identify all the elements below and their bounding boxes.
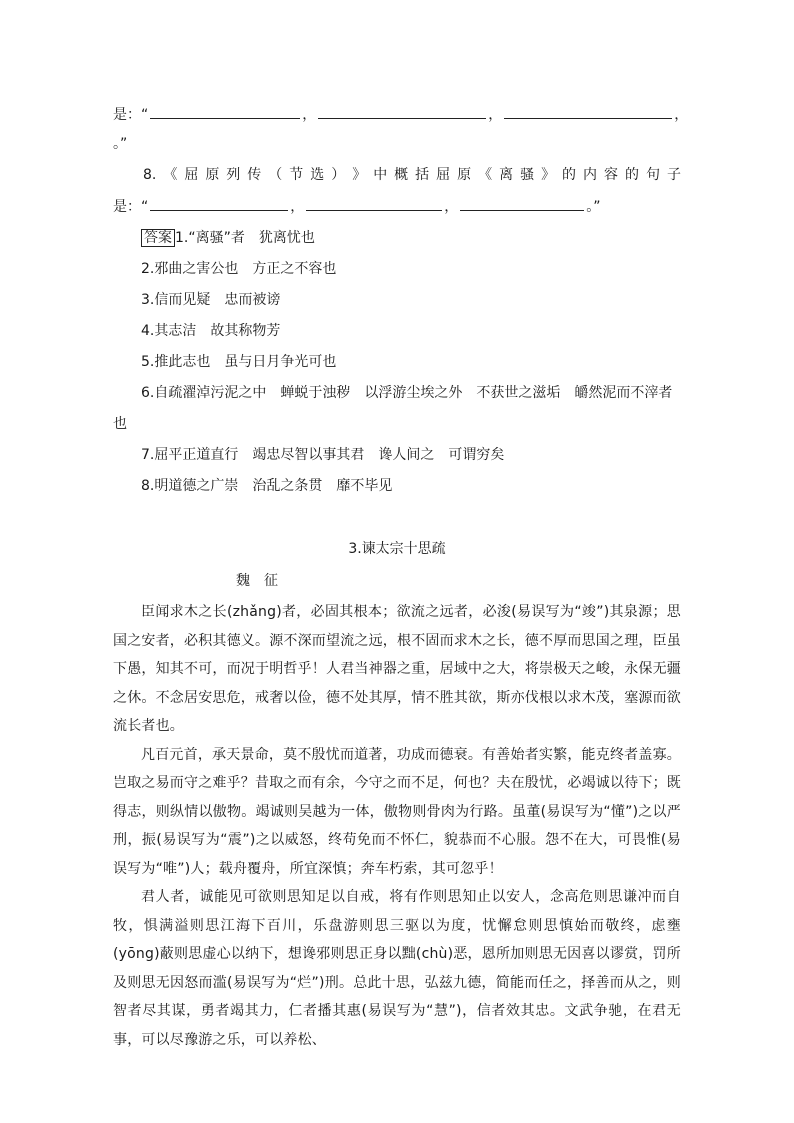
- q8-char: 屈: [436, 167, 451, 183]
- section-author: 魏 征: [236, 573, 278, 589]
- q8-char: 》: [352, 167, 367, 183]
- q8-char: 节: [289, 167, 304, 183]
- q8-char: 选: [310, 167, 325, 183]
- q8-char: 内: [583, 167, 598, 183]
- section-title: 3.谏太宗十思疏: [348, 541, 446, 557]
- q8-char: 屈: [184, 167, 199, 183]
- q8-char: 的: [562, 167, 577, 183]
- q8-char: 容: [604, 167, 619, 183]
- q7-end: 。”: [113, 136, 128, 152]
- q8-char: 括: [415, 167, 430, 183]
- q8-line2: [113, 196, 601, 217]
- q8-char: 子: [666, 167, 681, 183]
- essay-body: [113, 598, 681, 1054]
- q8-char: 》: [541, 167, 556, 183]
- paragraph: 臣闻求木之长(zhǎng)者，必固其根本；欲流之远者，必浚(易误写为“竣”)其泉源；思国之安者，必积其德义。源不深而望流之远，根不固而求木之长，德不厚而思国之理，臣虽下愚，知其不可，而况于明哲乎！人君当神器之重，居域中之大，将崇极天之峻，永保无疆之休。不念居安思危，戒奢以俭，德不处其厚，情不胜其欲，斯亦伐根以求木茂，塞源而欲流长者也。: [113, 604, 681, 734]
- q7-prefix: 是：“: [113, 107, 149, 123]
- q8-end: 。”: [586, 199, 601, 215]
- q8-blank-1[interactable]: [150, 196, 288, 211]
- q8-char: 中: [373, 167, 388, 183]
- q8-blank-3[interactable]: [460, 196, 584, 211]
- q8-char: 骚: [520, 167, 535, 183]
- answer-line-1: [141, 228, 315, 248]
- answer-item: 6.自疏濯淖污泥之中 蝉蜕于浊秽 以浮游尘埃之外 不获世之滋垢 皭然泥而不滓者: [141, 385, 673, 401]
- answer-item: 也: [113, 416, 127, 432]
- q8-char: 原: [205, 167, 220, 183]
- q7-line1: [113, 104, 688, 125]
- q7-comma-1: ，: [302, 107, 317, 123]
- paragraph: 凡百元首，承天景命，莫不殷忧而道著，功成而德衰。有善始者实繁，能克终者盖寡。岂取之易而守之难乎？昔取之而有余，今守之而不足，何也？夫在殷忧，必竭诚以待下；既得志，则纵情以傲物。竭诚则吴越为一体，傲物则骨肉为行路。虽董(易误写为“懂”)之以严刑，振(易误写为“震”)之以威怒，终苟免而不怀仁，貌恭而不心服。怨不在大，可畏惟(易误写为“唯”)人；载舟覆舟，所宜深慎；奔车朽索，其可忽乎！: [113, 746, 681, 877]
- q8-char: （: [268, 167, 283, 183]
- q7-blank-1[interactable]: [150, 104, 300, 119]
- answer-item: 1.“离骚”者 犹离忧也: [175, 230, 315, 246]
- q7-blank-3[interactable]: [504, 104, 672, 119]
- q7-comma-2: ，: [488, 107, 503, 123]
- q8-blank-2[interactable]: [306, 196, 442, 211]
- q8-prefix: 是：“: [113, 199, 149, 215]
- q8-char: 原: [457, 167, 472, 183]
- paragraph: 君人者，诚能见可欲则思知足以自戒，将有作则思知止以安人，念高危则思谦冲而自牧，惧满溢则思江海下百川，乐盘游则思三驱以为度，忧懈怠则思慎始而敬终，虑壅(yōng)蔽则思虚心以纳下，想谗邪则思正身以黜(chù)恶，恩所加则思无因喜以谬赏，罚所及则思无因怒而滥(易误写为“烂”)刑。总此十思，弘兹九德，简能而任之，择善而从之，则智者尽其谋，勇者竭其力，仁者播其惠(易误写为“慧”)，信者效其忠。文武争驰，在君无事，可以尽豫游之乐，可以养松、: [113, 889, 681, 1048]
- answer-item: 4.其志洁 故其称物芳: [141, 323, 281, 339]
- q8-char: 离: [499, 167, 514, 183]
- answer-item: 2.邪曲之害公也 方正之不容也: [141, 261, 337, 277]
- q7-comma-3: ，: [674, 107, 689, 123]
- answer-label: 答案: [141, 229, 175, 247]
- q8-question-line: [143, 165, 681, 185]
- q8-char: 《: [478, 167, 493, 183]
- q8-comma-1: ，: [290, 199, 305, 215]
- q8-char: ）: [331, 167, 346, 183]
- answer-item: 3.信而见疑 忠而被谤: [141, 292, 281, 308]
- q7-blank-2[interactable]: [318, 104, 486, 119]
- q8-char: 的: [625, 167, 639, 183]
- answer-item: 7.屈平正道直行 竭忠尽智以事其君 谗人间之 可谓穷矣: [141, 447, 505, 463]
- q8-char: 列: [226, 167, 241, 183]
- q8-char: 《: [163, 167, 178, 183]
- q8-char: 概: [394, 167, 409, 183]
- q8-char: 句: [645, 167, 660, 183]
- answer-item: 8.明道德之广崇 治乱之条贯 靡不毕见: [141, 478, 393, 494]
- q8-char: 传: [247, 167, 262, 183]
- q8-comma-2: ，: [444, 199, 459, 215]
- q8-char: 8.: [143, 167, 157, 183]
- answer-item: 5.推此志也 虽与日月争光可也: [141, 354, 337, 370]
- q7-line2: [113, 134, 127, 154]
